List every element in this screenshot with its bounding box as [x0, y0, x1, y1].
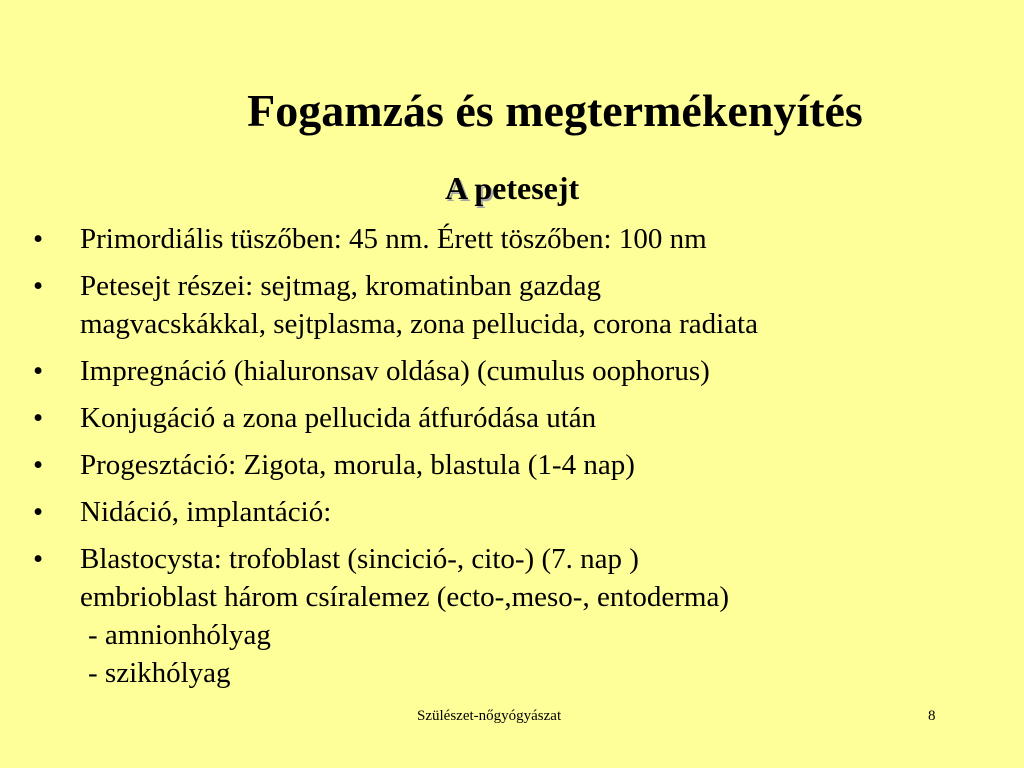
- bullet-list: [30, 220, 1020, 701]
- bullet-dot: •: [33, 543, 44, 575]
- bullet-item: [30, 352, 1020, 390]
- bullet-text: Petesejt részei: sejtmag, kromatinban gazdag: [80, 270, 602, 302]
- bullet-text: Blastocysta: trofoblast (sincició-, cito-) (7. nap ): [80, 543, 639, 575]
- bullet-dot: •: [33, 402, 44, 434]
- bullet-item: [30, 446, 1020, 484]
- bullet-dot: •: [33, 223, 44, 255]
- bullet-dot: •: [33, 449, 44, 481]
- footer-text: Szülészet-nőgyógyászat: [417, 708, 562, 724]
- bullet-item: [30, 493, 1020, 531]
- bullet-dot: •: [33, 270, 44, 302]
- bullet-text: Progesztáció: Zigota, morula, blastula (1-4 nap): [80, 449, 635, 481]
- bullet-item: [30, 540, 1020, 692]
- subtitle-rest: etesejt: [492, 170, 580, 206]
- bullet-dot: •: [33, 355, 44, 387]
- sub-item: - amnionhólyag: [88, 619, 271, 651]
- bullet-text-continued: embrioblast három csíralemez (ecto-,meso-, entoderma): [80, 581, 730, 613]
- slide-title: Fogamzás és megtermékenyítés: [247, 85, 863, 136]
- bullet-text: Konjugáció a zona pellucida átfuródása után: [80, 402, 597, 434]
- bullet-text: Primordiális tüszőben: 45 nm. Érett töszőben: 100 nm: [80, 223, 707, 255]
- bullet-text: Impregnáció (hialuronsav oldása) (cumulus oophorus): [80, 355, 710, 387]
- bullet-item: [30, 220, 1020, 258]
- bullet-dot: •: [33, 496, 44, 528]
- page-number: 8: [928, 708, 936, 724]
- bullet-text-continued: magvacskákkal, sejtplasma, zona pellucida, corona radiata: [80, 308, 758, 340]
- bullet-item: [30, 267, 1020, 343]
- bullet-text: Nidáció, implantáció:: [80, 496, 332, 528]
- bullet-item: [30, 399, 1020, 437]
- slide-subtitle: [445, 172, 579, 204]
- sub-item: - szikhólyag: [88, 657, 231, 689]
- subtitle-shadowed-part: A p: [445, 170, 493, 206]
